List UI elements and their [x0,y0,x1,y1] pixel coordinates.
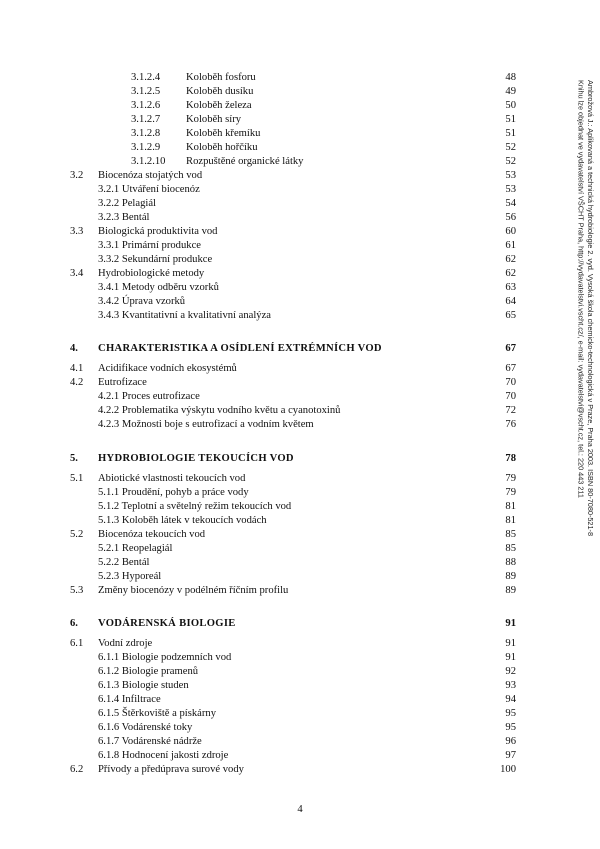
page-number: 4 [297,804,303,815]
toc-title: Biocenóza stojatých vod [98,170,203,181]
toc-page: 92 [505,666,516,677]
toc-title: Koloběh hořčíku [186,142,258,153]
toc-number: 5.1 [70,473,84,484]
side-citation [576,80,595,536]
toc-title: 6.1.1 Biologie podzemních vod [98,652,232,663]
toc-title: 3.4.1 Metody odběru vzorků [98,282,219,293]
toc-number: 5. [70,453,78,464]
toc-page: 96 [505,736,516,747]
toc-number: 4.2 [70,377,84,388]
toc-number: 6.1 [70,638,84,649]
toc-page: 50 [505,100,516,111]
toc-title: 4.2.2 Problematika výskytu vodního květu a cyanotoxinů [98,405,341,416]
toc-title: 3.2.1 Utváření biocenóz [98,184,200,195]
toc-page: 70 [505,377,516,388]
toc-page: 94 [505,694,516,705]
toc-number: 6. [70,618,78,629]
toc-title: 5.1.3 Koloběh látek v tekoucích vodách [98,515,267,526]
toc-page: 60 [505,226,516,237]
toc-page: 51 [505,114,516,125]
toc-title: 6.1.3 Biologie studen [98,680,189,691]
toc-number: 3.2 [70,170,84,181]
toc-title: Vodní zdroje [98,638,153,649]
toc-title: Rozpuštěné organické látky [186,156,304,167]
toc-page: 61 [505,240,516,251]
toc-title: 4.2.3 Možnosti boje s eutrofizací a vodním květem [98,419,314,430]
toc-title: Přívody a předúprava surové vody [98,764,244,775]
toc-page: 52 [505,156,516,167]
toc-page: 89 [505,585,516,596]
toc-title: 3.2.3 Bentál [98,212,150,223]
toc-number: 5.3 [70,585,84,596]
toc-title: 5.2.2 Bentál [98,557,150,568]
toc-title: 5.2.3 Hyporeál [98,571,162,582]
toc-page: 53 [505,184,516,195]
toc-page: 51 [505,128,516,139]
toc-title: Změny biocenózy v podélném říčním profilu [98,585,289,596]
toc-page: 91 [505,618,516,629]
toc-number: 3.1.2.4 [131,72,161,83]
toc-page: 76 [505,419,516,430]
toc-title: 6.1.5 Štěrkoviště a pískárny [98,708,216,719]
toc-title: Koloběh křemíku [186,128,261,139]
toc-number: 3.1.2.10 [131,156,166,167]
toc-title: 3.4.2 Úprava vzorků [98,296,186,307]
toc-page: 65 [505,310,516,321]
toc-page: 67 [505,363,516,374]
toc-number: 3.1.2.5 [131,86,161,97]
toc-title: Koloběh fosforu [186,72,256,83]
toc-page: 70 [505,391,516,402]
toc-title: 6.1.7 Vodárenské nádrže [98,736,202,747]
toc-title: Biocenóza tekoucích vod [98,529,206,540]
toc-number: 3.3 [70,226,84,237]
toc-number: 3.1.2.9 [131,142,161,153]
toc-page: 100 [500,764,516,775]
toc-page: 54 [505,198,516,209]
toc-page: 79 [505,473,516,484]
toc-title: 3.2.2 Pelagiál [98,198,156,209]
toc-page: 52 [505,142,516,153]
toc-page: 81 [505,515,516,526]
toc-page: 91 [505,638,516,649]
toc-title: 6.1.8 Hodnocení jakosti zdroje [98,750,229,761]
toc-title: VODÁRENSKÁ BIOLOGIE [98,618,236,629]
toc-page: 62 [505,268,516,279]
toc-number: 3.1.2.8 [131,128,161,139]
toc-title: 6.1.2 Biologie pramenů [98,666,199,677]
toc-title: CHARAKTERISTIKA A OSÍDLENÍ EXTRÉMNÍCH VOD [98,343,382,354]
toc-number: 4.1 [70,363,84,374]
toc-title: 5.1.1 Proudění, pohyb a práce vody [98,487,249,498]
toc-title: Koloběh železa [186,100,252,111]
citation-line: Ambrožová J.: Aplikovaná a technická hydrobiologie 2. vyd. Vysoká škola chemicko-technologická v Praze, Praha 2003. ISBN 80-7080-521-8 [586,80,595,537]
toc-title: Hydrobiologické metody [98,268,205,279]
toc-title: 4.2.1 Proces eutrofizace [98,391,200,402]
toc-page: 62 [505,254,516,265]
toc-title: Biologická produktivita vod [98,226,218,237]
toc-title: Koloběh dusíku [186,86,254,97]
toc-title: 3.3.1 Primární produkce [98,240,201,251]
toc-page: 95 [505,708,516,719]
toc-title: HYDROBIOLOGIE TEKOUCÍCH VOD [98,453,294,464]
toc-title: 6.1.6 Vodárenské toky [98,722,193,733]
toc-page: 79 [505,487,516,498]
toc-number: 3.1.2.6 [131,100,161,111]
toc-title: Abiotické vlastnosti tekoucích vod [98,473,246,484]
toc-page: 95 [505,722,516,733]
toc-number: 3.1.2.7 [131,114,161,125]
toc-page: 72 [505,405,516,416]
toc-number: 4. [70,343,78,354]
toc-page: 85 [505,529,516,540]
toc-title: 3.3.2 Sekundární produkce [98,254,213,265]
toc-title: Acidifikace vodních ekosystémů [98,363,237,374]
toc-number: 6.2 [70,764,84,775]
toc-page: 63 [505,282,516,293]
toc-title: 5.2.1 Reopelagiál [98,543,173,554]
toc-page: 56 [505,212,516,223]
toc-page: 93 [505,680,516,691]
toc-title: 3.4.3 Kvantitativní a kvalitativní analýza [98,310,271,321]
toc-title: Eutrofizace [98,377,147,388]
toc-number: 5.2 [70,529,84,540]
toc-page: 91 [505,652,516,663]
toc-page: 88 [505,557,516,568]
toc-page: 64 [505,296,516,307]
toc-page: 48 [505,72,516,83]
toc-page: 85 [505,543,516,554]
toc-title: 6.1.4 Infiltrace [98,694,161,705]
toc-page: 89 [505,571,516,582]
toc-page: 67 [505,343,516,354]
toc-page: 81 [505,501,516,512]
toc-page: 53 [505,170,516,181]
toc-title: 5.1.2 Teplotní a světelný režim tekoucích vod [98,501,292,512]
toc-page: 97 [505,750,516,761]
toc-page: 78 [505,453,516,464]
toc-number: 3.4 [70,268,84,279]
citation-line: Knihu lze objednat ve vydavatelství VŠCHT Praha, http://vydavatelstvi.vscht.cz/, e-mail: vydavatelstvi@vscht.cz, tel.: 220 443 211 [576,80,586,498]
toc-page: 49 [505,86,516,97]
toc-title: Koloběh síry [186,114,242,125]
